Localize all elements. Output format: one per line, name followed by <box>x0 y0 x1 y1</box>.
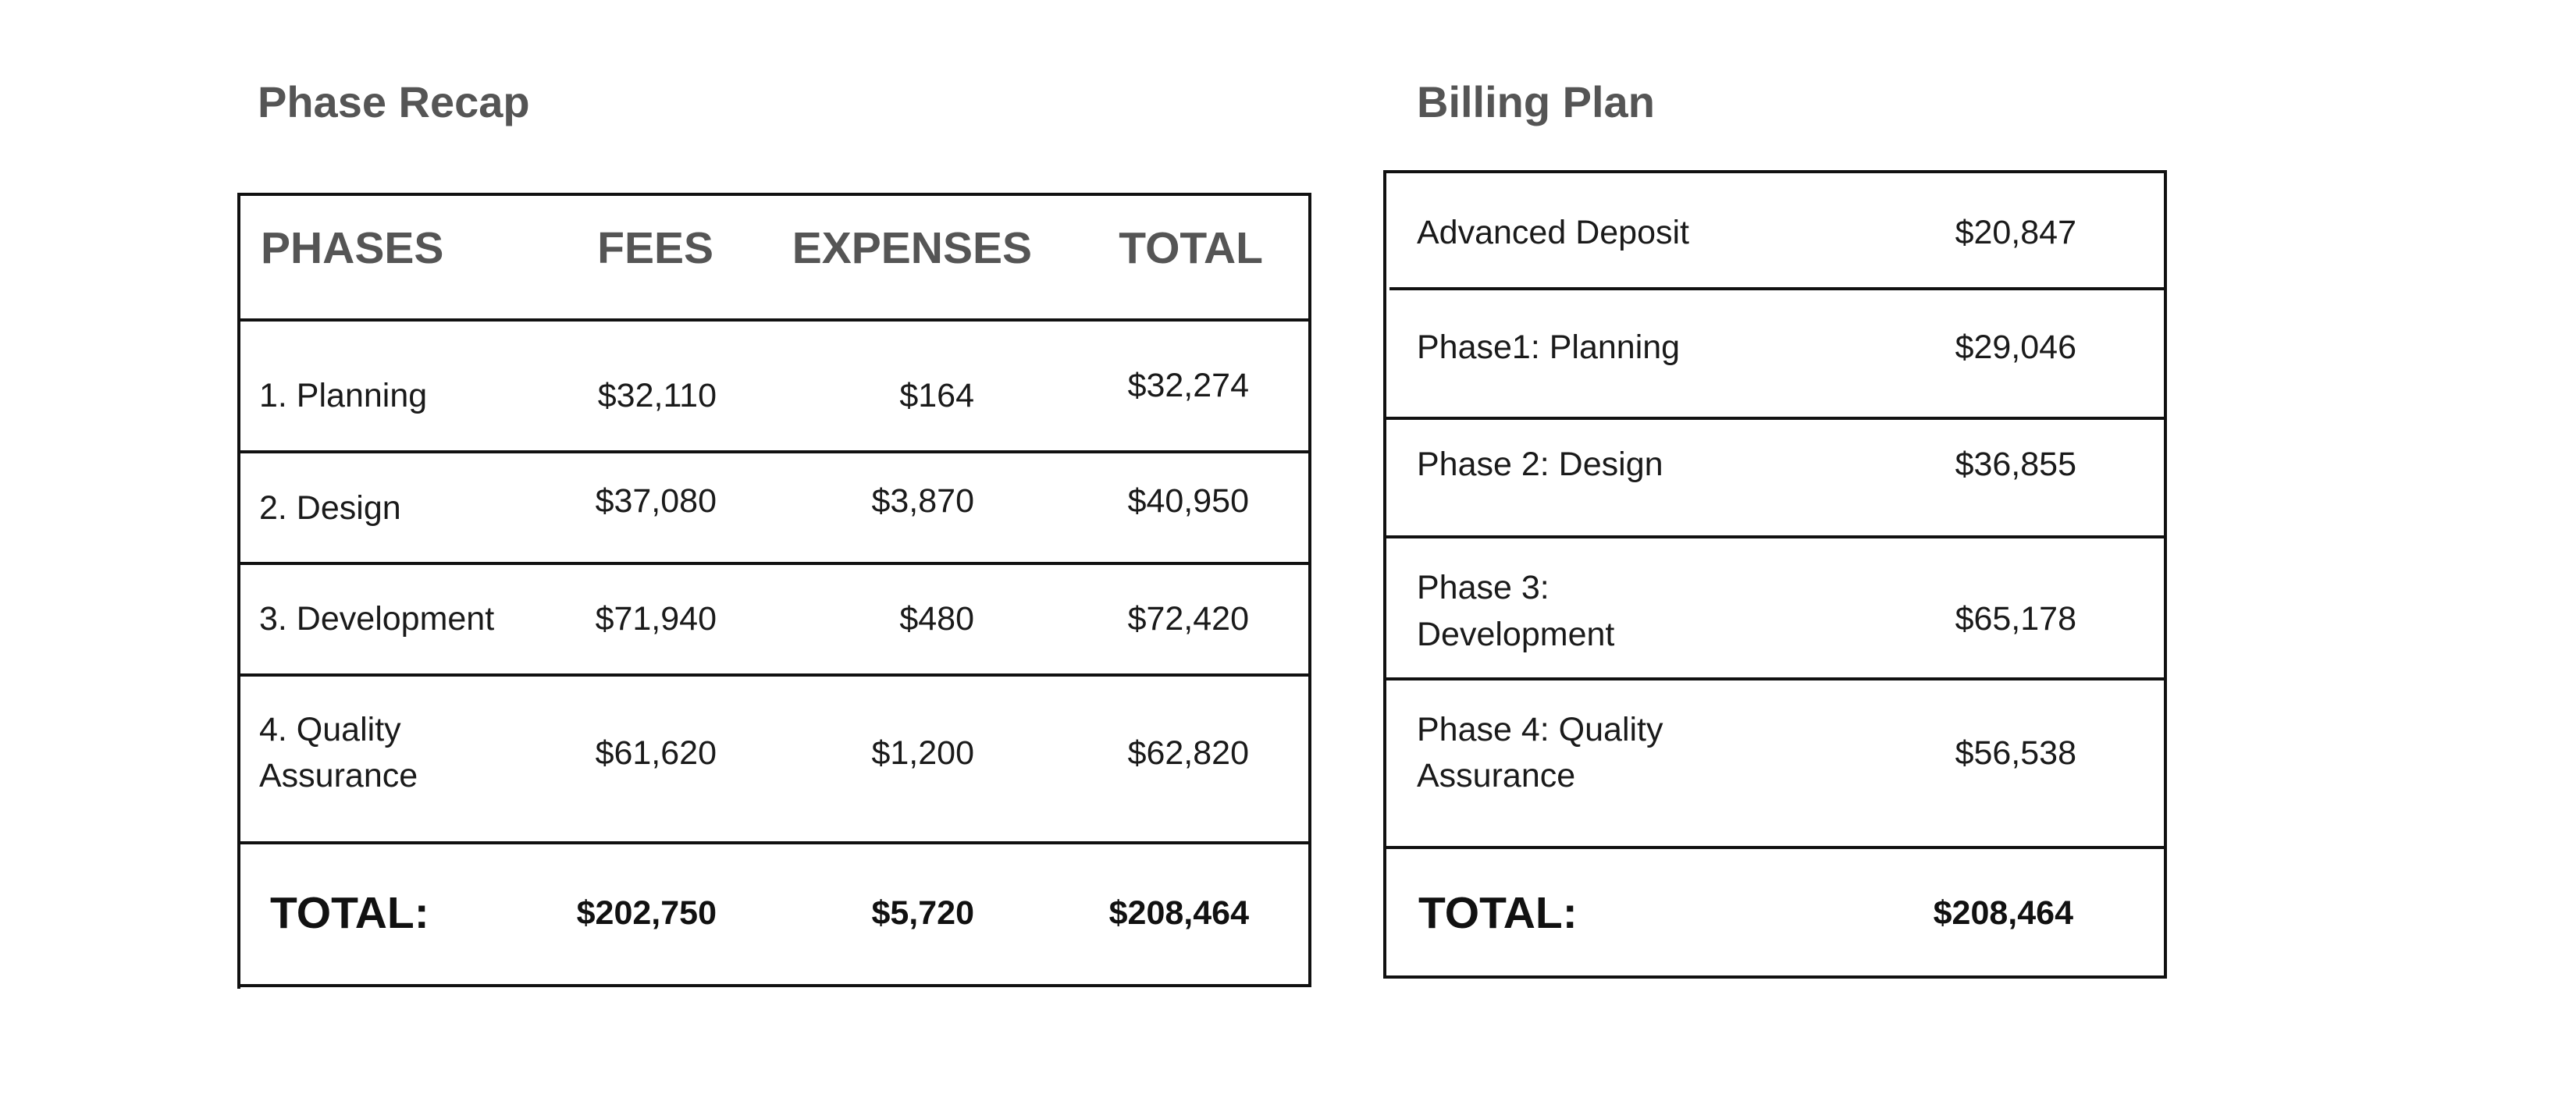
expenses-value: $480 <box>899 600 974 638</box>
row-divider <box>239 562 1311 565</box>
table-border-right <box>2164 170 2167 977</box>
total-expenses: $5,720 <box>871 894 974 932</box>
row-divider <box>1385 846 2167 849</box>
billing-label-line2: Assurance <box>1417 757 1576 794</box>
billing-label-line2: Development <box>1417 616 1615 653</box>
column-header-total: TOTAL <box>1119 223 1263 273</box>
total-value: $62,820 <box>1127 734 1249 772</box>
phase-recap-title: Phase Recap <box>258 77 530 126</box>
billing-amount: $20,847 <box>1955 214 2076 251</box>
row-divider <box>1385 677 2167 680</box>
billing-label: Phase 2: Design <box>1417 446 1663 483</box>
table-border-top <box>1385 170 2167 173</box>
billing-amount: $29,046 <box>1955 329 2076 366</box>
total-value: $32,274 <box>1127 367 1249 404</box>
billing-total-amount: $208,464 <box>1933 894 2073 932</box>
column-header-phases: PHASES <box>261 223 444 273</box>
table-border-bottom <box>239 984 1311 987</box>
table-border-bottom <box>1385 975 2167 979</box>
billing-label: Phase1: Planning <box>1417 329 1681 366</box>
phase-name-line2: Assurance <box>259 757 418 794</box>
expenses-value: $3,870 <box>871 482 974 520</box>
billing-label: Phase 3: <box>1417 569 1550 606</box>
phase-name: 2. Design <box>259 489 401 527</box>
row-divider <box>239 450 1311 453</box>
total-label: TOTAL: <box>1418 888 1578 938</box>
row-divider <box>1385 417 2167 420</box>
billing-amount: $65,178 <box>1955 600 2076 638</box>
billing-plan-title: Billing Plan <box>1417 77 1655 126</box>
phase-name: 3. Development <box>259 600 495 638</box>
expenses-value: $164 <box>899 377 974 414</box>
row-divider <box>1385 535 2167 538</box>
table-border-left <box>237 193 240 989</box>
row-divider <box>239 673 1311 677</box>
billing-label: Phase 4: Quality <box>1417 711 1663 748</box>
fees-value: $61,620 <box>595 734 717 772</box>
billing-amount: $56,538 <box>1955 734 2076 772</box>
row-divider <box>239 318 1311 322</box>
table-border-left <box>1383 170 1386 979</box>
fees-value: $32,110 <box>597 377 717 414</box>
total-fees: $202,750 <box>576 894 717 932</box>
billing-label: Advanced Deposit <box>1417 214 1689 251</box>
fees-value: $71,940 <box>595 600 717 638</box>
column-header-expenses: EXPENSES <box>792 223 1032 273</box>
column-header-fees: FEES <box>597 223 713 273</box>
phase-name: 1. Planning <box>259 377 428 414</box>
fees-value: $37,080 <box>595 482 717 520</box>
billing-amount: $36,855 <box>1955 446 2076 483</box>
total-value: $72,420 <box>1127 600 1249 638</box>
row-divider <box>239 841 1311 844</box>
expenses-value: $1,200 <box>871 734 974 772</box>
table-border-right <box>1308 193 1311 987</box>
total-label: TOTAL: <box>270 888 429 938</box>
table-border-top <box>239 193 1311 196</box>
total-value: $40,950 <box>1127 482 1249 520</box>
row-divider <box>1389 287 2167 290</box>
total-total: $208,464 <box>1108 894 1249 932</box>
phase-name: 4. Quality <box>259 711 401 748</box>
